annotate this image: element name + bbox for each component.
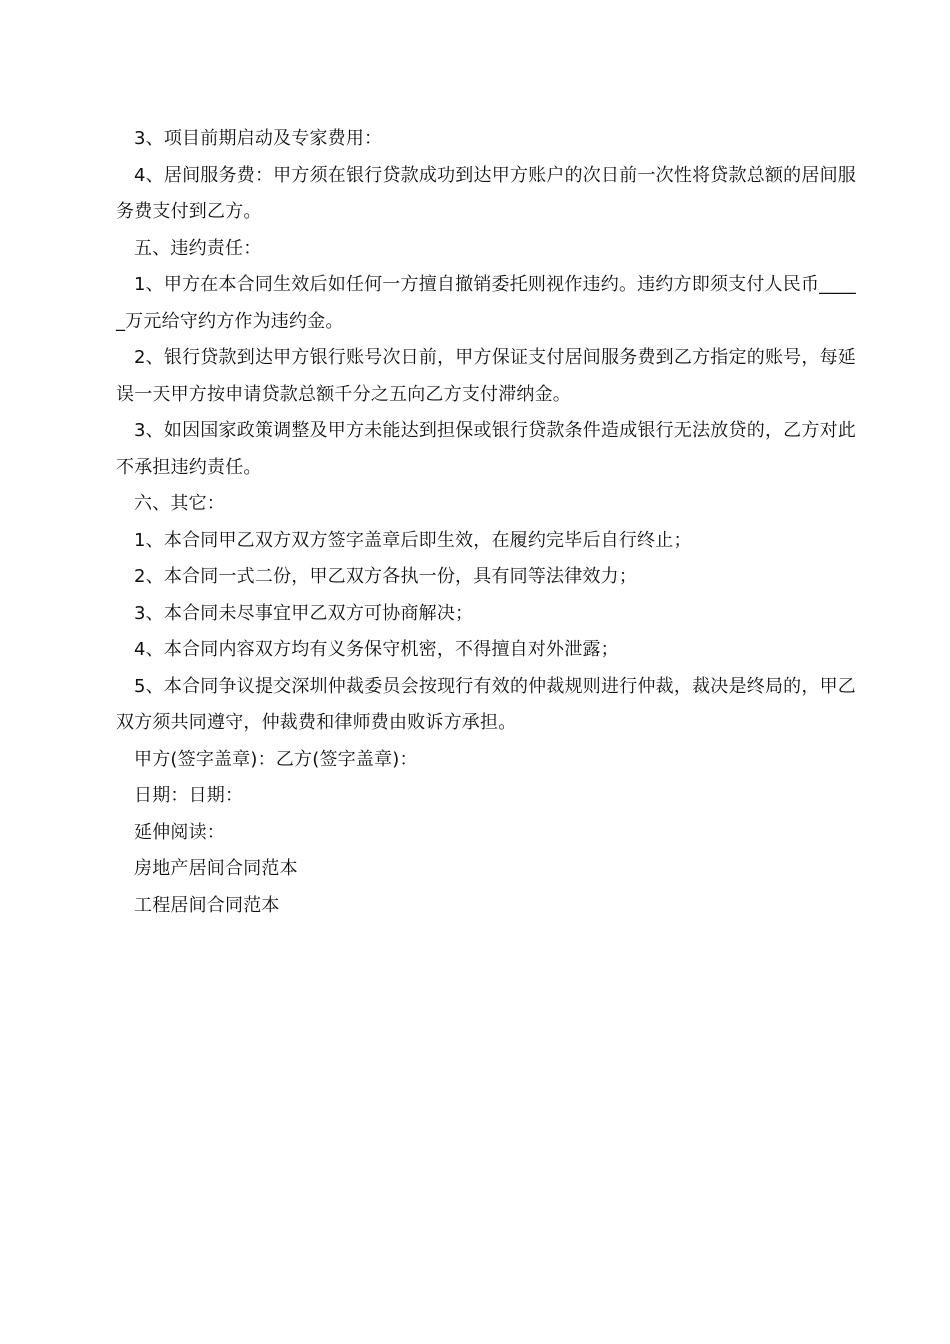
paragraph-liability-2: 2、银行贷款到达甲方银行账号次日前，甲方保证支付居间服务费到乙方指定的账号，每延误一天甲方按申请贷款总额千分之五向乙方支付滞纳金。 — [116, 347, 856, 405]
paragraph-other-4: 4、本合同内容双方均有义务保守机密，不得擅自对外泄露； — [134, 639, 619, 660]
paragraph-other-1: 1、本合同甲乙双方双方签字盖章后即生效，在履约完毕后自行终止； — [134, 529, 692, 551]
section-heading-liability: 五、违约责任： — [134, 237, 262, 259]
paragraph-other-5: 5、本合同争议提交深圳仲裁委员会按现行有效的仲裁规则进行仲裁，裁决是终局的，甲乙双方须共同遵守，仲裁费和律师费由败诉方承担。 — [116, 675, 856, 733]
date-line: 日期：日期： — [134, 785, 244, 806]
document-body — [116, 121, 856, 924]
section-heading-other: 六、其它： — [134, 493, 225, 514]
paragraph-liability-3: 3、如因国家政策调整及甲方未能达到担保或银行贷款条件造成银行无法放贷的，乙方对此不承担违约责任。 — [116, 420, 856, 478]
paragraph-fee-item-3: 3、项目前期启动及专家费用： — [134, 128, 383, 149]
further-reading-item-real-estate: 房地产居间合同范本 — [134, 858, 298, 879]
paragraph-other-3: 3、本合同未尽事宜甲乙双方可协商解决； — [134, 602, 474, 624]
signature-line: 甲方(签字盖章)：乙方(签字盖章)： — [134, 748, 418, 770]
further-reading-item-engineering: 工程居间合同范本 — [134, 894, 280, 916]
further-reading-label: 延伸阅读： — [134, 821, 225, 843]
paragraph-other-2: 2、本合同一式二份，甲乙双方各执一份，具有同等法律效力； — [134, 566, 638, 587]
paragraph-fee-item-4: 4、居间服务费：甲方须在银行贷款成功到达甲方账户的次日前一次性将贷款总额的居间服务费支付到乙方。 — [116, 164, 856, 222]
paragraph-liability-1: 1、甲方在本合同生效后如任何一方擅自撤销委托则视作违约。违约方即须支付人民币_____万元给守约方作为违约金。 — [116, 274, 856, 332]
